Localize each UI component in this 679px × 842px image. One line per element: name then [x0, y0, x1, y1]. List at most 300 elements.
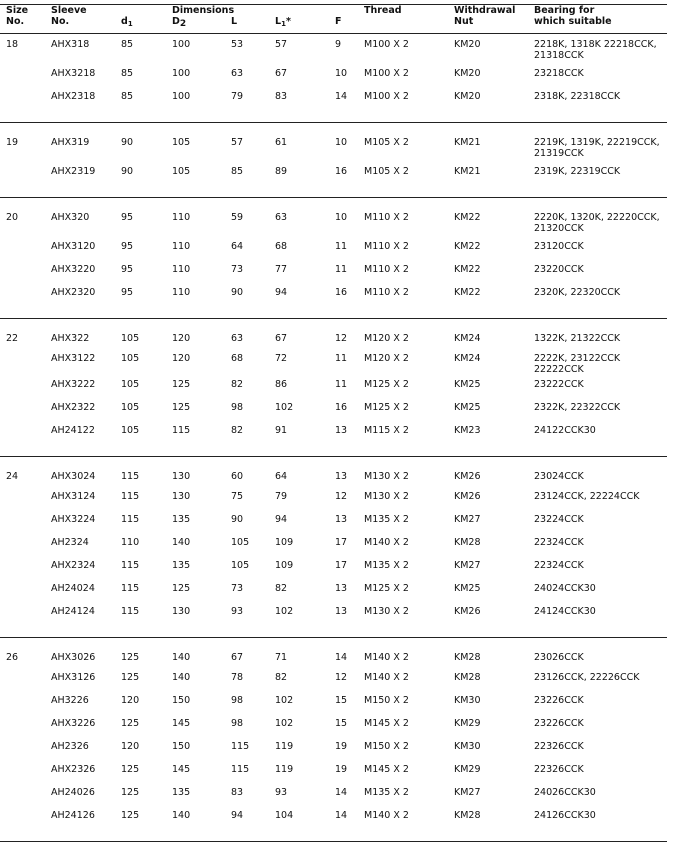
- nut-cell: KM27: [454, 514, 481, 525]
- l1-cell: 119: [275, 764, 294, 775]
- sleeve-cell: AHX319: [51, 137, 90, 148]
- bearing-cell: 2322K, 22322CCK: [534, 402, 621, 413]
- f-cell: 14: [335, 91, 348, 102]
- l-cell: 60: [231, 471, 244, 482]
- l1-cell: 82: [275, 672, 288, 683]
- nut-cell: KM29: [454, 718, 481, 729]
- d1-cell: 110: [121, 537, 140, 548]
- size-cell: [0, 491, 45, 514]
- size-cell: 19: [6, 137, 19, 148]
- sleeve-cell: AHX3222: [51, 379, 96, 390]
- thread-cell: M140 X 2: [364, 810, 409, 821]
- nut-cell: KM22: [454, 264, 481, 275]
- l-cell: 73: [231, 583, 244, 594]
- nut-cell: KM27: [454, 560, 481, 571]
- group-gap: [0, 638, 667, 648]
- table-header: [0, 5, 667, 34]
- d2-cell: 100: [172, 39, 191, 50]
- d2-cell: 100: [172, 68, 191, 79]
- f-cell: 19: [335, 741, 348, 752]
- d1-cell: 90: [121, 166, 134, 177]
- sleeve-dimension-table: [0, 4, 667, 842]
- bearing-cell: 2220K, 1320K, 22220CCK, 21320CCK: [534, 212, 660, 234]
- size-cell: [0, 606, 45, 638]
- size-cell: [0, 764, 45, 787]
- bearing-cell: 23026CCK: [534, 652, 584, 663]
- thread-cell: M135 X 2: [364, 560, 409, 571]
- thread-cell: M130 X 2: [364, 471, 409, 482]
- l-cell: 90: [231, 514, 244, 525]
- nut-cell: KM28: [454, 652, 481, 663]
- f-cell: 13: [335, 514, 348, 525]
- d2-cell: 110: [172, 264, 191, 275]
- header-nut: Withdrawal: [454, 5, 516, 16]
- l-cell: 90: [231, 287, 244, 298]
- size-cell: [0, 353, 45, 379]
- l-cell: 57: [231, 137, 244, 148]
- f-cell: 11: [335, 379, 348, 390]
- size-cell: [0, 68, 45, 91]
- nut-cell: KM26: [454, 491, 481, 502]
- bearing-cell: 2318K, 22318CCK: [534, 91, 621, 102]
- size-cell: 20: [6, 212, 19, 223]
- l1-cell: 119: [275, 741, 294, 752]
- sleeve-cell: AH24124: [51, 606, 95, 617]
- nut-cell: KM29: [454, 764, 481, 775]
- d2-cell: 140: [172, 672, 191, 683]
- size-cell: [0, 425, 45, 457]
- d2-cell: 140: [172, 537, 191, 548]
- f-cell: 14: [335, 787, 348, 798]
- size-cell: [0, 537, 45, 560]
- l1-cell: 94: [275, 514, 288, 525]
- l1-cell: 64: [275, 471, 288, 482]
- nut-cell: KM24: [454, 333, 481, 344]
- thread-cell: M120 X 2: [364, 333, 409, 344]
- thread-cell: M140 X 2: [364, 672, 409, 683]
- size-cell: [0, 166, 45, 198]
- d2-cell: 110: [172, 212, 191, 223]
- bearing-cell: 24126CCK30: [534, 810, 596, 821]
- header-bearing: Bearing for: [534, 5, 595, 16]
- table-row: [0, 425, 667, 457]
- d2-cell: 100: [172, 91, 191, 102]
- nut-cell: KM22: [454, 212, 481, 223]
- l1-cell: 79: [275, 491, 288, 502]
- table-row: [0, 583, 667, 606]
- header-l1: $L_1*$: [275, 16, 291, 28]
- bearing-cell: 2222K, 23122CCK 22222CCK: [534, 353, 621, 375]
- d1-cell: 95: [121, 241, 134, 252]
- d1-cell: 115: [121, 514, 140, 525]
- l1-cell: 102: [275, 695, 294, 706]
- l-cell: 68: [231, 353, 244, 364]
- d2-cell: 135: [172, 787, 191, 798]
- size-cell: [0, 583, 45, 606]
- size-cell: [0, 264, 45, 287]
- header-thread: Thread: [364, 5, 402, 16]
- header-f: F: [335, 16, 342, 27]
- nut-cell: KM27: [454, 787, 481, 798]
- f-cell: 10: [335, 212, 348, 223]
- d1-cell: 90: [121, 137, 134, 148]
- l-cell: 98: [231, 718, 244, 729]
- table-row: [0, 166, 667, 198]
- l1-cell: 67: [275, 333, 288, 344]
- d1-cell: 125: [121, 810, 140, 821]
- f-cell: 15: [335, 695, 348, 706]
- d2-cell: 135: [172, 560, 191, 571]
- nut-cell: KM25: [454, 379, 481, 390]
- size-cell: [0, 718, 45, 741]
- table-row: [0, 606, 667, 638]
- bearing-cell: 23222CCK: [534, 379, 584, 390]
- sleeve-cell: AHX2322: [51, 402, 96, 413]
- size-cell: [0, 91, 45, 123]
- sleeve-cell: AHX3122: [51, 353, 96, 364]
- group-gap: [0, 457, 667, 467]
- l-cell: 59: [231, 212, 244, 223]
- d1-cell: 125: [121, 652, 140, 663]
- sleeve-cell: AH24024: [51, 583, 95, 594]
- nut-cell: KM20: [454, 91, 481, 102]
- d2-cell: 130: [172, 491, 191, 502]
- f-cell: 10: [335, 137, 348, 148]
- nut-cell: KM28: [454, 537, 481, 548]
- table-row: [0, 718, 667, 741]
- nut-cell: KM23: [454, 425, 481, 436]
- d1-cell: 85: [121, 91, 134, 102]
- sleeve-cell: AH24026: [51, 787, 95, 798]
- sleeve-cell: AHX2326: [51, 764, 96, 775]
- sleeve-cell: AHX2324: [51, 560, 96, 571]
- thread-cell: M130 X 2: [364, 491, 409, 502]
- f-cell: 12: [335, 672, 348, 683]
- d1-cell: 125: [121, 787, 140, 798]
- sleeve-cell: AHX3220: [51, 264, 96, 275]
- f-cell: 12: [335, 491, 348, 502]
- thread-cell: M125 X 2: [364, 379, 409, 390]
- l1-cell: 83: [275, 91, 288, 102]
- nut-cell: KM24: [454, 353, 481, 364]
- l-cell: 115: [231, 741, 250, 752]
- l1-cell: 94: [275, 287, 288, 298]
- l1-cell: 86: [275, 379, 288, 390]
- l-cell: 105: [231, 560, 250, 571]
- sleeve-cell: AHX3126: [51, 672, 96, 683]
- sleeve-cell: AH2324: [51, 537, 89, 548]
- thread-cell: M110 X 2: [364, 241, 409, 252]
- size-cell: [0, 287, 45, 319]
- bearing-cell: 24122CCK30: [534, 425, 596, 436]
- group-gap: [0, 123, 667, 133]
- size-cell: [0, 810, 45, 842]
- d2-cell: 150: [172, 695, 191, 706]
- table-row: [0, 68, 667, 91]
- nut-cell: KM20: [454, 68, 481, 79]
- bearing-cell: 24026CCK30: [534, 787, 596, 798]
- sleeve-cell: AHX2319: [51, 166, 96, 177]
- d1-cell: 115: [121, 583, 140, 594]
- nut-cell: KM25: [454, 402, 481, 413]
- l-cell: 83: [231, 787, 244, 798]
- d1-cell: 105: [121, 402, 140, 413]
- bearing-cell: 22324CCK: [534, 560, 584, 571]
- size-cell: [0, 379, 45, 402]
- l-cell: 98: [231, 695, 244, 706]
- d1-cell: 105: [121, 333, 140, 344]
- sleeve-cell: AHX2318: [51, 91, 96, 102]
- sleeve-cell: AHX318: [51, 39, 90, 50]
- nut-cell: KM30: [454, 695, 481, 706]
- table-row: [0, 560, 667, 583]
- table-row: [0, 491, 667, 514]
- size-cell: [0, 741, 45, 764]
- d2-cell: 145: [172, 764, 191, 775]
- sleeve-cell: AH2326: [51, 741, 89, 752]
- l1-cell: 71: [275, 652, 288, 663]
- table-row: [0, 328, 667, 353]
- sleeve-cell: AHX322: [51, 333, 90, 344]
- l-cell: 93: [231, 606, 244, 617]
- f-cell: 11: [335, 241, 348, 252]
- nut-cell: KM30: [454, 741, 481, 752]
- l1-cell: 109: [275, 560, 294, 571]
- header-bearing-which: which suitable: [534, 16, 612, 27]
- thread-cell: M140 X 2: [364, 652, 409, 663]
- bearing-cell: 23124CCK, 22224CCK: [534, 491, 640, 502]
- d1-cell: 115: [121, 606, 140, 617]
- l1-cell: 91: [275, 425, 288, 436]
- l-cell: 82: [231, 379, 244, 390]
- d1-cell: 95: [121, 287, 134, 298]
- d1-cell: 125: [121, 672, 140, 683]
- l-cell: 98: [231, 402, 244, 413]
- d1-cell: 115: [121, 471, 140, 482]
- group-gap: [0, 319, 667, 329]
- thread-cell: M110 X 2: [364, 264, 409, 275]
- nut-cell: KM28: [454, 672, 481, 683]
- size-cell: [0, 672, 45, 695]
- l1-cell: 89: [275, 166, 288, 177]
- bearing-cell: 1322K, 21322CCK: [534, 333, 621, 344]
- l1-cell: 109: [275, 537, 294, 548]
- bearing-cell: 22324CCK: [534, 537, 584, 548]
- table-row: [0, 741, 667, 764]
- table-row: [0, 132, 667, 166]
- thread-cell: M110 X 2: [364, 212, 409, 223]
- nut-cell: KM25: [454, 583, 481, 594]
- bearing-cell: 22326CCK: [534, 741, 584, 752]
- d2-cell: 150: [172, 741, 191, 752]
- d1-cell: 115: [121, 560, 140, 571]
- size-cell: 18: [6, 39, 19, 50]
- f-cell: 11: [335, 353, 348, 364]
- f-cell: 16: [335, 166, 348, 177]
- thread-cell: M130 X 2: [364, 606, 409, 617]
- f-cell: 10: [335, 68, 348, 79]
- sleeve-cell: AHX3224: [51, 514, 96, 525]
- d2-cell: 140: [172, 810, 191, 821]
- table-row: [0, 764, 667, 787]
- table-row: [0, 241, 667, 264]
- bearing-cell: 24124CCK30: [534, 606, 596, 617]
- f-cell: 14: [335, 810, 348, 821]
- l-cell: 79: [231, 91, 244, 102]
- thread-cell: M100 X 2: [364, 68, 409, 79]
- table-row: [0, 379, 667, 402]
- nut-cell: KM21: [454, 137, 481, 148]
- d2-cell: 125: [172, 402, 191, 413]
- l1-cell: 63: [275, 212, 288, 223]
- l-cell: 75: [231, 491, 244, 502]
- thread-cell: M110 X 2: [364, 287, 409, 298]
- l1-cell: 102: [275, 402, 294, 413]
- thread-cell: M125 X 2: [364, 402, 409, 413]
- nut-cell: KM26: [454, 471, 481, 482]
- table-row: [0, 402, 667, 425]
- sleeve-cell: AHX3024: [51, 471, 96, 482]
- l-cell: 67: [231, 652, 244, 663]
- l1-cell: 77: [275, 264, 288, 275]
- size-cell: 24: [6, 471, 19, 482]
- f-cell: 14: [335, 652, 348, 663]
- l-cell: 63: [231, 68, 244, 79]
- table-row: [0, 287, 667, 319]
- sleeve-cell: AHX3120: [51, 241, 96, 252]
- bearing-cell: 23226CCK: [534, 718, 584, 729]
- thread-cell: M145 X 2: [364, 764, 409, 775]
- bearing-cell: 2219K, 1319K, 22219CCK, 21319CCK: [534, 137, 660, 159]
- thread-cell: M135 X 2: [364, 787, 409, 798]
- d2-cell: 125: [172, 379, 191, 390]
- d1-cell: 85: [121, 39, 134, 50]
- table-row: [0, 264, 667, 287]
- thread-cell: M140 X 2: [364, 537, 409, 548]
- l-cell: 82: [231, 425, 244, 436]
- l1-cell: 68: [275, 241, 288, 252]
- d2-cell: 115: [172, 425, 191, 436]
- table-row: [0, 695, 667, 718]
- thread-cell: M150 X 2: [364, 695, 409, 706]
- size-cell: [0, 787, 45, 810]
- d2-cell: 110: [172, 241, 191, 252]
- table-row: [0, 647, 667, 672]
- bearing-cell: 23024CCK: [534, 471, 584, 482]
- d2-cell: 140: [172, 652, 191, 663]
- d1-cell: 95: [121, 264, 134, 275]
- size-cell: 22: [6, 333, 19, 344]
- f-cell: 16: [335, 287, 348, 298]
- l1-cell: 67: [275, 68, 288, 79]
- d2-cell: 130: [172, 606, 191, 617]
- d2-cell: 120: [172, 333, 191, 344]
- f-cell: 12: [335, 333, 348, 344]
- l-cell: 73: [231, 264, 244, 275]
- bearing-cell: 23126CCK, 22226CCK: [534, 672, 640, 683]
- d1-cell: 115: [121, 491, 140, 502]
- f-cell: 9: [335, 39, 342, 50]
- size-cell: [0, 560, 45, 583]
- d1-cell: 85: [121, 68, 134, 79]
- header-sleeve-no: No.: [51, 16, 70, 27]
- nut-cell: KM20: [454, 39, 481, 50]
- table-row: [0, 514, 667, 537]
- bearing-cell: 23220CCK: [534, 264, 584, 275]
- thread-cell: M150 X 2: [364, 741, 409, 752]
- thread-cell: M145 X 2: [364, 718, 409, 729]
- l1-cell: 93: [275, 787, 288, 798]
- bearing-cell: 23226CCK: [534, 695, 584, 706]
- d1-cell: 125: [121, 718, 140, 729]
- d1-cell: 120: [121, 741, 140, 752]
- nut-cell: KM28: [454, 810, 481, 821]
- d2-cell: 105: [172, 166, 191, 177]
- f-cell: 13: [335, 471, 348, 482]
- thread-cell: M100 X 2: [364, 39, 409, 50]
- l1-cell: 61: [275, 137, 288, 148]
- sleeve-cell: AHX2320: [51, 287, 96, 298]
- thread-cell: M115 X 2: [364, 425, 409, 436]
- bearing-cell: 24024CCK30: [534, 583, 596, 594]
- d2-cell: 125: [172, 583, 191, 594]
- header-sleeve: Sleeve: [51, 5, 87, 16]
- d2-cell: 130: [172, 471, 191, 482]
- bearing-cell: 23224CCK: [534, 514, 584, 525]
- table-row: [0, 672, 667, 695]
- f-cell: 17: [335, 537, 348, 548]
- f-cell: 13: [335, 583, 348, 594]
- table-row: [0, 353, 667, 379]
- group-gap: [0, 198, 667, 208]
- header-dimensions: Dimensions: [172, 5, 235, 16]
- bearing-cell: 2319K, 22319CCK: [534, 166, 621, 177]
- sleeve-cell: AH24122: [51, 425, 95, 436]
- d1-cell: 95: [121, 212, 134, 223]
- f-cell: 13: [335, 606, 348, 617]
- f-cell: 13: [335, 425, 348, 436]
- f-cell: 19: [335, 764, 348, 775]
- d1-cell: 105: [121, 353, 140, 364]
- l1-cell: 57: [275, 39, 288, 50]
- thread-cell: M105 X 2: [364, 166, 409, 177]
- thread-cell: M100 X 2: [364, 91, 409, 102]
- d2-cell: 120: [172, 353, 191, 364]
- header-size: Size: [6, 5, 29, 16]
- bearing-cell: 23218CCK: [534, 68, 584, 79]
- d2-cell: 105: [172, 137, 191, 148]
- nut-cell: KM22: [454, 287, 481, 298]
- table-body: [0, 34, 667, 842]
- bearing-cell: 23120CCK: [534, 241, 584, 252]
- d1-cell: 105: [121, 379, 140, 390]
- bearing-cell: 22326CCK: [534, 764, 584, 775]
- l-cell: 64: [231, 241, 244, 252]
- table-row: [0, 810, 667, 842]
- table-row: [0, 537, 667, 560]
- l-cell: 115: [231, 764, 250, 775]
- d2-cell: 110: [172, 287, 191, 298]
- thread-cell: M120 X 2: [364, 353, 409, 364]
- sleeve-cell: AH3226: [51, 695, 89, 706]
- l-cell: 94: [231, 810, 244, 821]
- sleeve-cell: AHX320: [51, 212, 90, 223]
- l1-cell: 82: [275, 583, 288, 594]
- size-cell: [0, 402, 45, 425]
- thread-cell: M135 X 2: [364, 514, 409, 525]
- size-cell: [0, 514, 45, 537]
- size-cell: 26: [6, 652, 19, 663]
